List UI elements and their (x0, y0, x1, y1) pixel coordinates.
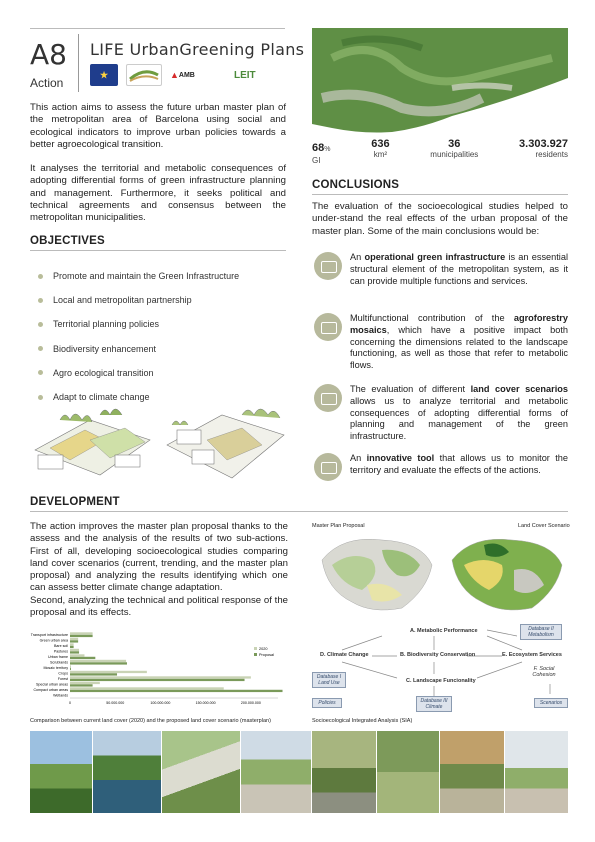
objectives-list (38, 264, 278, 409)
diagram-caption: Socioecological Integrated Analysis (SIA) (312, 718, 413, 724)
bar-proposal (70, 673, 117, 675)
bullet-icon (38, 346, 43, 351)
urbangreening-logo (126, 64, 162, 86)
bullet-icon (38, 370, 43, 375)
legend-swatch (254, 647, 257, 650)
header-divider (78, 34, 79, 92)
bar-2020 (70, 687, 224, 689)
land-cover-icon (314, 384, 342, 412)
category-label: Scrublands (50, 660, 68, 665)
intro-paragraph-1: This action aims to assess the future urban master plan of the metropolitan area of Barcelona using social and ecological indicators to improve urban policies towards a better agroecological transition. (30, 102, 286, 150)
project-title: LIFE UrbanGreening Plans (90, 40, 305, 59)
photo-greenway (162, 731, 240, 813)
bar-2020 (70, 649, 79, 651)
category-label: Wetlands (53, 693, 68, 698)
x-tick-label: 150.000.000 (195, 701, 216, 705)
x-tick-label: 0 (69, 701, 71, 705)
legend-label: Proposal (259, 653, 274, 657)
objective-item: Local and metropolitan partnership (38, 288, 278, 312)
stat-area: 636 km² (371, 138, 390, 159)
conclusion-item: The evaluation of different land cover scenarios allows us to analyze territorial and metabolic consequences of adopting differential forms of planning and management of the green infrastructure. (314, 384, 568, 443)
db-metabolism: Database II Metabolism (520, 624, 562, 640)
conclusions-intro: The evaluation of the socioecological studies helped to under-stand the real effects of the urban proposal of the master plan. Some of the main conclusions would be: (312, 201, 568, 237)
photo-autumn-park (440, 731, 504, 813)
category-label: Green urban area (39, 638, 68, 643)
node-metabolic: A. Metabolic Performance (410, 628, 478, 634)
db-scenarios: Scenarios (534, 698, 568, 708)
land-cover-bar-chart (28, 628, 290, 712)
conclusion-item: An operational green infrastructure is an essential structural element of the metropolitan system, as it can provide multiple functions and services. (314, 252, 568, 287)
bar-2020 (70, 654, 84, 656)
conclusion-item: An innovative tool that allows us to monitor the territory and evaluate the effects of the actions. (314, 453, 568, 481)
legend-label: 2020 (259, 647, 268, 651)
development-paragraph-2: Second, analyzing the technical and political response of the proposal and its effects. (30, 595, 288, 619)
node-climate: D. Climate Change (320, 652, 369, 658)
objective-item: Adapt to climate change (38, 385, 278, 409)
category-label: Transport infrastructure (30, 632, 68, 637)
amb-logo: ▲ AMB (170, 64, 226, 86)
db-landuse: Database I Land Use (312, 672, 346, 688)
sia-diagram (312, 622, 568, 716)
node-landscape: C. Landscape Funcionality (406, 678, 476, 684)
land-cover-scenario-map (444, 530, 568, 616)
landscape-sketch-2 (162, 400, 288, 482)
bar-proposal (70, 657, 95, 659)
photo-promenade (505, 731, 568, 813)
conclusion-item: Multifunctional contribution of the agroforestry mosaics, which have a positive impact both concerning the dimensions related to the landscape functioning, as well as those that refer to metabolic flows. (314, 313, 568, 372)
development-paragraph-1: The action improves the master plan proposal thanks to the assess and the analysis of the results of two sub-actions. First of all, developing socioecological studies comparing land cover scenarios (current, trending, and the master plan proposal) and analyzing the results identifying which one can assess better climate change adaptation. (30, 521, 288, 594)
development-heading: DEVELOPMENT (30, 496, 120, 508)
bar-proposal (70, 679, 245, 681)
photo-stairs-park (312, 731, 376, 813)
map-title-right: Land Cover Scenario (518, 523, 570, 529)
node-social: F. Social Cohesion (532, 666, 556, 678)
objective-item: Biodiversity enhancement (38, 337, 278, 361)
intro-paragraph-2: It analyses the territorial and metabolic consequences of adopting differential forms of green infrastructure planning and management. Furthermore, it seeks political and technical agreements and consensus between the metropolitan municipalities. (30, 163, 286, 224)
category-label: Mosaic territory (43, 665, 68, 670)
objective-item: Promote and maintain the Green Infrastructure (38, 264, 278, 288)
bar-proposal (70, 690, 283, 692)
node-ecosystem: E. Ecosystem Services (502, 652, 562, 658)
category-label: Forest (57, 676, 68, 681)
x-tick-label: 50.000.000 (106, 701, 125, 705)
photo-sheep-grazing (241, 731, 311, 813)
x-tick-label: 100.000.000 (150, 701, 171, 705)
bar-proposal (70, 651, 79, 653)
bar-2020 (70, 682, 100, 684)
x-tick-label: 200.000.000 (240, 701, 261, 705)
conclusions-heading: CONCLUSIONS (312, 179, 400, 191)
leit-logo: LEIT (234, 64, 290, 86)
bar-chart-svg (28, 628, 290, 712)
node-biodiversity: B. Biodiversity Conservation (400, 652, 476, 658)
bar-proposal (70, 668, 71, 670)
bullet-icon (38, 395, 43, 400)
db-policies: Policies (312, 698, 342, 708)
legend-swatch (254, 653, 257, 656)
action-label: Action (30, 76, 64, 90)
objective-item: Agro ecological transition (38, 361, 278, 385)
bar-2020 (70, 632, 93, 634)
category-label: Bare soil (54, 643, 68, 648)
stat-municipalities: 36 municipalities (430, 138, 479, 159)
db-climate: Database III Climate (416, 696, 452, 712)
category-label: Crops (58, 671, 68, 676)
green-infrastructure-icon (314, 252, 342, 280)
photo-riverbank (30, 731, 92, 813)
monitoring-tool-icon (314, 453, 342, 481)
logo-strip (90, 64, 290, 86)
category-label: Special urban areas (36, 682, 68, 687)
stat-residents: 3.303.927 residents (519, 138, 568, 159)
bar-2020 (70, 665, 71, 667)
bar-proposal (70, 646, 74, 648)
category-label: Pastures (53, 649, 68, 654)
chart-caption: Comparison between current land cover (2020) and the proposed land cover scenario (masterplan) (30, 718, 271, 724)
bar-proposal (70, 640, 78, 642)
bar-2020 (70, 671, 147, 673)
bullet-icon (38, 298, 43, 303)
bar-2020 (70, 643, 74, 645)
bar-2020 (70, 676, 251, 678)
landscape-sketch-1 (30, 400, 156, 482)
category-label: Urban frame (48, 654, 68, 659)
stats-row (312, 138, 568, 165)
bullet-icon (38, 322, 43, 327)
bar-2020 (70, 660, 126, 662)
bar-proposal (70, 684, 93, 686)
agroforestry-icon (314, 313, 342, 341)
map-title-left: Master Plan Proposal (312, 523, 365, 529)
life-logo: ★ (90, 64, 118, 86)
objectives-heading: OBJECTIVES (30, 235, 105, 247)
action-code: A8 (30, 38, 67, 71)
bullet-icon (38, 274, 43, 279)
bar-proposal (70, 635, 93, 637)
bar-proposal (70, 662, 127, 664)
photo-urban-trees (377, 731, 439, 813)
master-plan-map (312, 530, 440, 616)
metropolitan-area-map (312, 28, 568, 136)
photo-wetland (93, 731, 161, 813)
category-label: Compact urban areas (33, 687, 68, 692)
objective-item: Territorial planning policies (38, 312, 278, 336)
bar-2020 (70, 638, 78, 640)
stat-gi: 68% GI (312, 142, 331, 165)
